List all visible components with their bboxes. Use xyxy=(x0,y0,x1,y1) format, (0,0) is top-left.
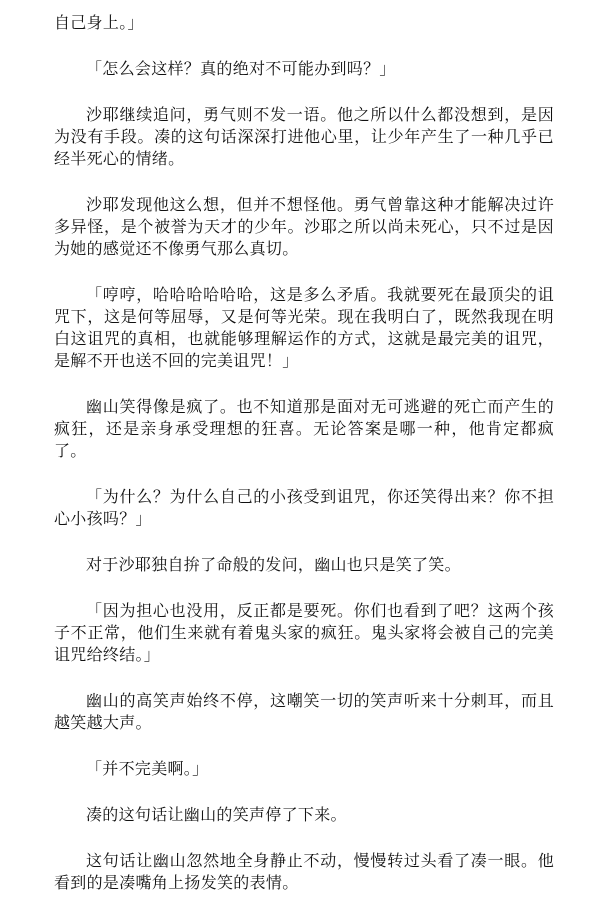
paragraph-6: 幽山笑得像是疯了。也不知道那是面对无可逃避的死亡而产生的疯狂，还是亲身承受理想的狂喜。无论答案是哪一种，他肯定都疯了。 xyxy=(54,397,554,460)
paragraph-4: 沙耶发现他这么想，但并不想怪他。勇气曾靠这种才能解决过许多异怪，是个被誉为天才的少年。沙耶之所以尚未死心，只不过是因为她的感觉还不像勇气那么真切。 xyxy=(54,195,554,258)
paragraph-13: 这句话让幽山忽然地全身静止不动，慢慢转过头看了凑一眼。他看到的是凑嘴角上扬发笑的表情。 xyxy=(54,851,554,892)
paragraph-5: 「哼哼，哈哈哈哈哈哈，这是多么矛盾。我就要死在最顶尖的诅咒下，这是何等屈辱，又是何等光荣。现在我明白了，既然我现在明白这诅咒的真相，也就能够理解运作的方式，这就是最完美的诅咒，是解不开也送不回的完美诅咒！」 xyxy=(54,285,554,370)
paragraph-8: 对于沙耶独自拚了命般的发问，幽山也只是笑了笑。 xyxy=(86,555,461,574)
paragraph-1: 自己身上。」 xyxy=(54,13,144,32)
document-page xyxy=(54,12,554,918)
paragraph-10: 幽山的高笑声始终不停，这嘲笑一切的笑声听来十分刺耳，而且越笑越大声。 xyxy=(54,691,554,732)
paragraph-9: 「因为担心也没用，反正都是要死。你们也看到了吧？这两个孩子不正常，他们生来就有着鬼头家的疯狂。鬼头家将会被自己的完美诅咒给终结。」 xyxy=(54,601,554,664)
paragraph-11: 「并不完美啊。」 xyxy=(86,759,209,778)
paragraph-3: 沙耶继续追问，勇气则不发一语。他之所以什么都没想到，是因为没有手段。凑的这句话深深打进他心里，让少年产生了一种几乎已经半死心的情绪。 xyxy=(54,105,554,168)
paragraph-7: 「为什么？为什么自己的小孩受到诅咒，你还笑得出来？你不担心小孩吗？」 xyxy=(54,487,554,528)
paragraph-2: 「怎么会这样？真的绝对不可能办到吗？」 xyxy=(86,59,396,78)
paragraph-12: 凑的这句话让幽山的笑声停了下来。 xyxy=(86,805,347,824)
